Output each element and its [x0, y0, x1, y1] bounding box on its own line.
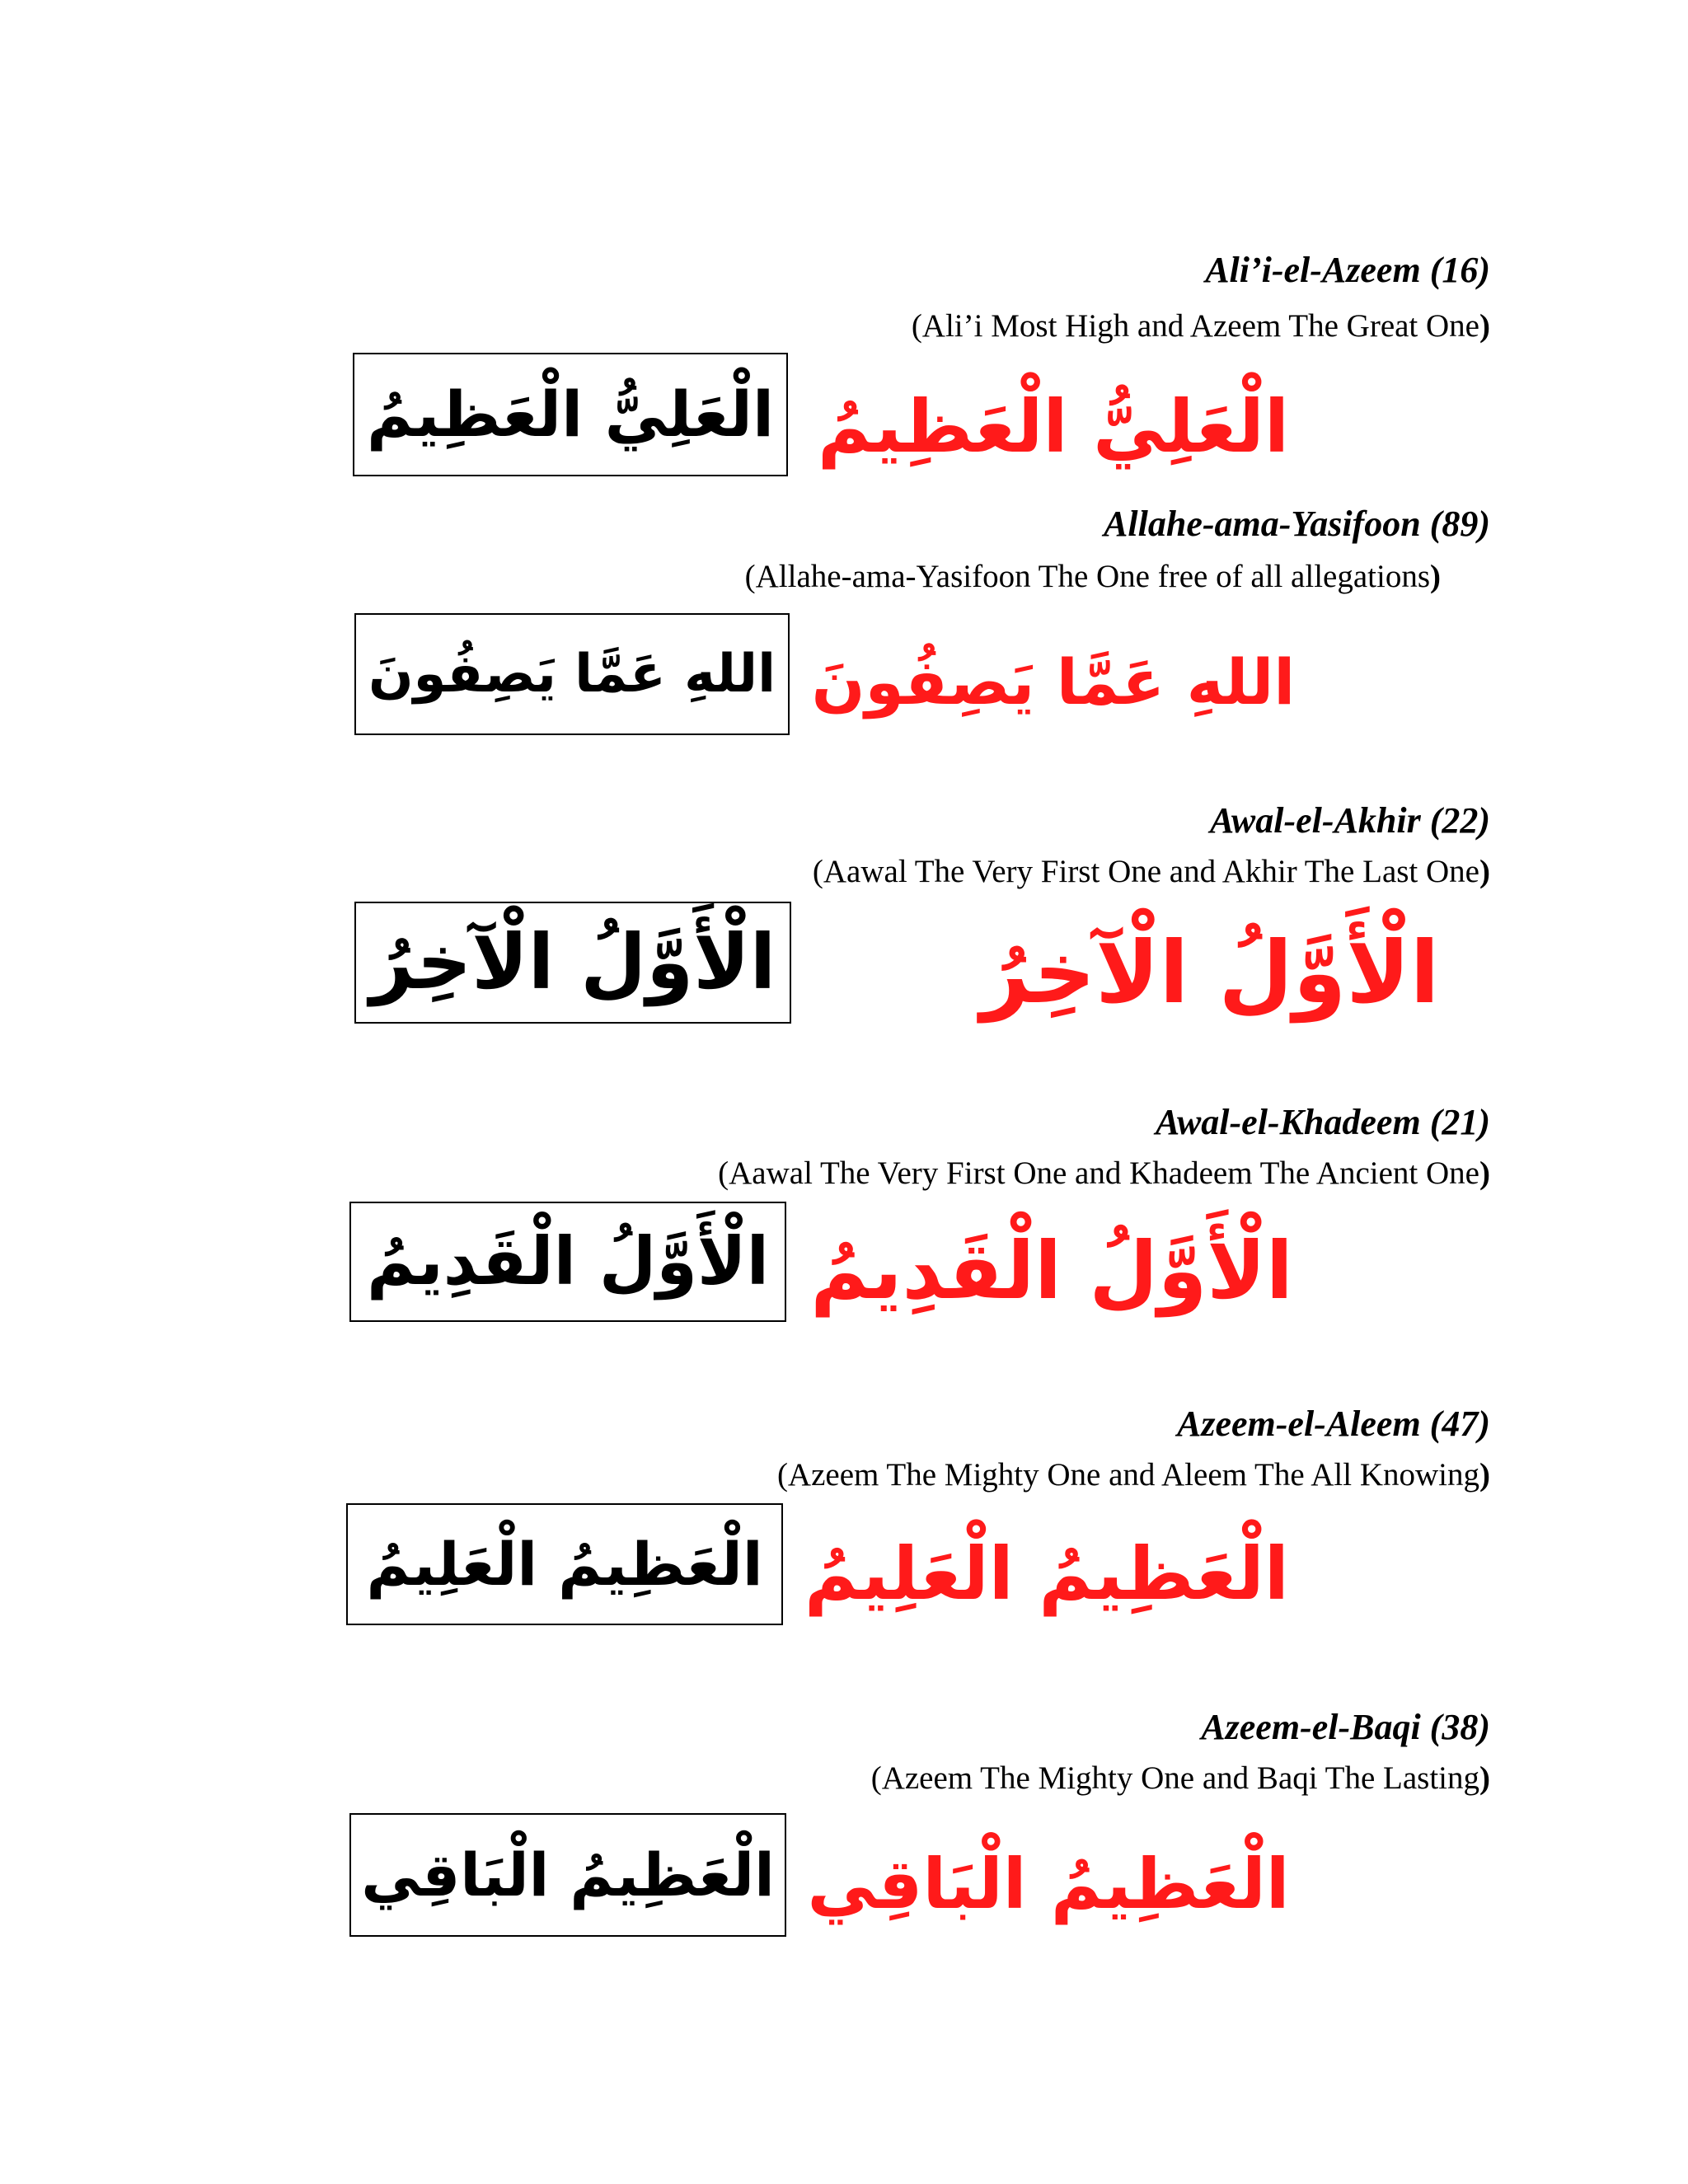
arabic-text-black: الْأَوَّلُ الْآخِرُ — [369, 918, 776, 1006]
boxed-calligraphy — [354, 902, 791, 1024]
large-calligraphy — [796, 1197, 1307, 1345]
entry-subtitle: (Allahe-ama-Yasifoon The One free of all allegations) — [744, 559, 1441, 594]
entry-title: Allahe-ama-Yasifoon (89) — [1104, 504, 1490, 544]
entry-subtitle: (Ali’i Most High and Azeem The Great One) — [911, 308, 1490, 344]
arabic-text-black: الْعَظِيمُ الْبَاقِي — [361, 1840, 775, 1910]
large-calligraphy — [798, 353, 1309, 501]
entry-title: Awal-el-Khadeem (21) — [1155, 1102, 1490, 1142]
entry-title: Azeem-el-Baqi (38) — [1201, 1707, 1490, 1747]
boxed-calligraphy — [349, 1813, 786, 1937]
entry-subtitle: (Aawal The Very First One and Khadeem The Ancient One) — [718, 1155, 1490, 1191]
entry-title: Azeem-el-Aleem (47) — [1177, 1404, 1490, 1444]
arabic-text-red: الْأَوَّلُ الْقَدِيمُ — [810, 1225, 1293, 1317]
boxed-calligraphy — [354, 613, 790, 735]
entry-subtitle: (Azeem The Mighty One and Aleem The All Knowing) — [776, 1457, 1490, 1493]
entry-title: Ali’i-el-Azeem (16) — [1205, 250, 1490, 290]
arabic-text-red: الْعَظِيمُ الْبَاقِي — [807, 1844, 1290, 1924]
arabic-text-red: الْعَلِيُّ الْعَظِيمُ — [818, 384, 1289, 469]
boxed-calligraphy — [346, 1503, 783, 1625]
large-calligraphy — [798, 608, 1309, 757]
large-calligraphy — [793, 1810, 1304, 1958]
entry-title: Awal-el-Akhir (22) — [1209, 800, 1490, 841]
arabic-text-red: الْأَوَّلُ الْآخِرُ — [980, 922, 1440, 1023]
arabic-text-black: الْعَظِيمُ الْعَلِيمُ — [366, 1530, 763, 1599]
entry-subtitle: (Aawal The Very First One and Akhir The Last One) — [812, 854, 1490, 889]
large-calligraphy — [963, 898, 1457, 1047]
arabic-text-red: الْعَظِيمُ الْعَلِيمُ — [804, 1531, 1289, 1616]
arabic-text-black: الْعَلِيُّ الْعَظِيمُ — [367, 377, 774, 451]
arabic-text-black: الْأَوَّلُ الْقَدِيمُ — [366, 1223, 769, 1300]
arabic-text-red: اللهِ عَمَّا يَصِفُونَ — [811, 645, 1296, 719]
arabic-text-black: اللهِ عَمَّا يَصِفُونَ — [368, 644, 776, 705]
boxed-calligraphy — [353, 353, 788, 476]
boxed-calligraphy — [349, 1202, 786, 1322]
entry-subtitle: (Azeem The Mighty One and Baqi The Lasting) — [870, 1760, 1490, 1796]
large-calligraphy — [791, 1500, 1302, 1648]
